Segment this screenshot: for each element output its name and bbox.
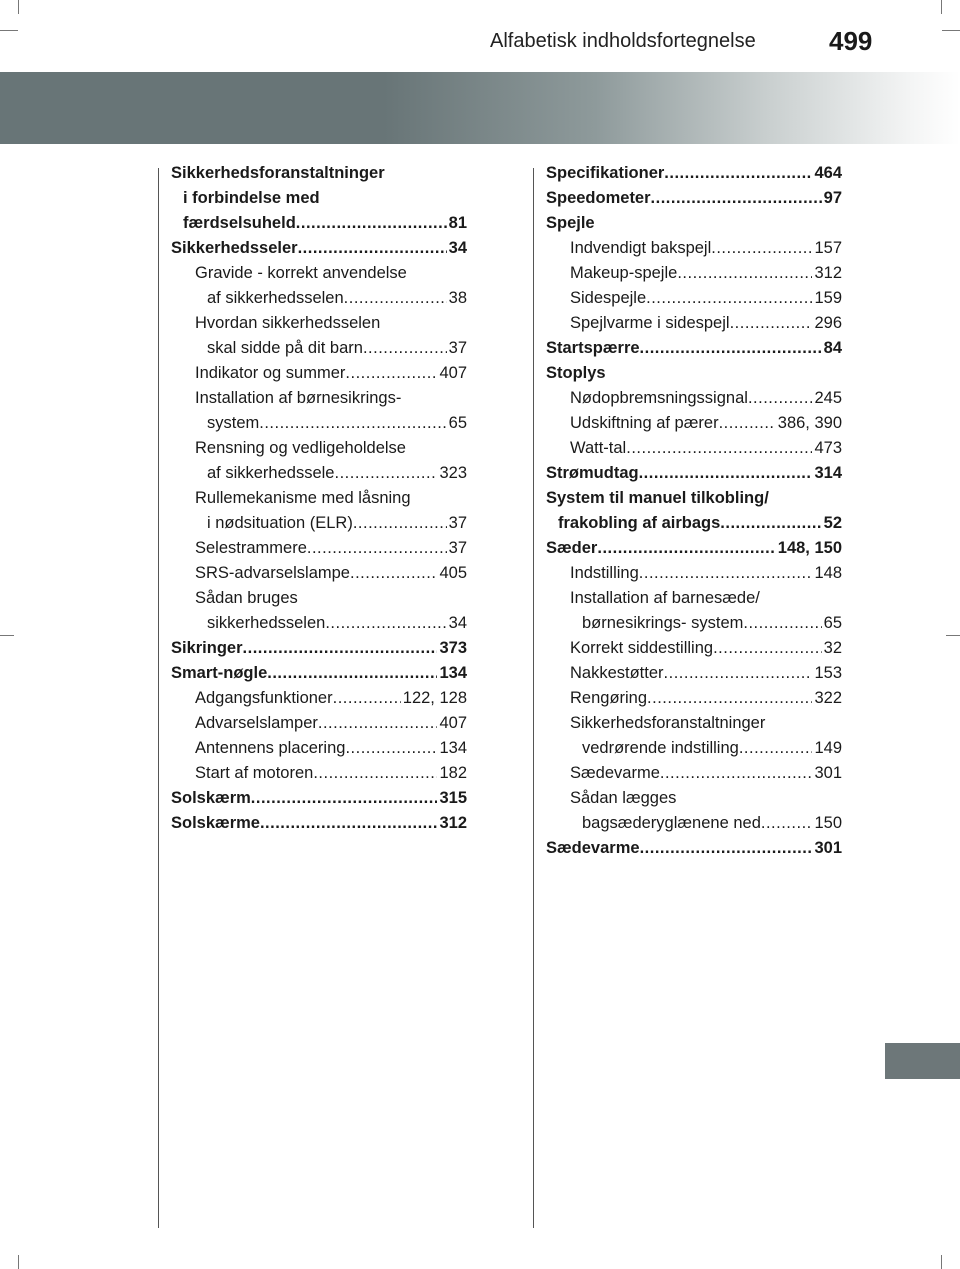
index-subentry xyxy=(546,261,842,286)
page-reference: 312 xyxy=(439,814,467,832)
page-reference: 148 xyxy=(814,564,842,582)
entry-text: Indstilling xyxy=(570,564,639,582)
entry-text: Rensning og vedligeholdelse xyxy=(195,439,406,457)
page-reference: 314 xyxy=(814,464,842,482)
leader-dots xyxy=(730,311,813,336)
index-entry xyxy=(171,786,467,811)
entry-text: færdselsuheld xyxy=(183,214,296,232)
leader-dots xyxy=(711,236,812,261)
index-entry xyxy=(171,811,467,836)
leader-dots xyxy=(345,361,437,386)
leader-dots xyxy=(647,686,812,711)
entry-text: Specifikationer xyxy=(546,164,665,182)
index-subentry xyxy=(546,436,842,461)
index-column-right xyxy=(546,161,842,861)
leader-dots xyxy=(720,511,821,536)
leader-dots xyxy=(267,661,437,686)
entry-text: system xyxy=(207,414,260,432)
crop-mark xyxy=(942,30,960,31)
leader-dots xyxy=(353,511,447,536)
index-subentry xyxy=(546,286,842,311)
leader-dots xyxy=(307,536,447,561)
page-reference: 296 xyxy=(814,314,842,332)
leader-dots xyxy=(639,461,813,486)
page-reference: 405 xyxy=(439,564,467,582)
entry-text: Watt-tal xyxy=(570,439,627,457)
page-reference: 149 xyxy=(814,739,842,757)
leader-dots xyxy=(334,461,437,486)
entry-text: af sikkerhedsselen xyxy=(207,289,344,307)
page-reference: 322 xyxy=(814,689,842,707)
section-title: Alfabetisk indholdsfortegnelse xyxy=(490,30,756,52)
leader-dots xyxy=(713,636,822,661)
entry-text: Sikkerhedsforanstaltninger xyxy=(570,714,766,732)
crop-mark xyxy=(0,30,18,31)
index-entry xyxy=(171,636,467,661)
index-subentry xyxy=(546,411,842,436)
column-rule-left xyxy=(158,168,159,1228)
page-reference: 34 xyxy=(448,239,467,257)
column-rule-right xyxy=(533,168,534,1228)
page-reference: 473 xyxy=(814,439,842,457)
entry-text: Installation af børnesikrings- xyxy=(195,389,402,407)
leader-dots xyxy=(651,186,822,211)
page-reference: 312 xyxy=(814,264,842,282)
entry-text: Stoplys xyxy=(546,364,606,382)
index-subentry xyxy=(171,436,467,486)
index-subentry xyxy=(546,561,842,586)
page-reference: 34 xyxy=(448,614,467,632)
entry-text: i forbindelse med xyxy=(183,189,320,207)
index-entry xyxy=(546,211,842,236)
leader-dots xyxy=(743,611,821,636)
entry-text: Sæder xyxy=(546,539,598,557)
entry-text: Rengøring xyxy=(570,689,648,707)
entry-text: børnesikrings- system xyxy=(582,614,744,632)
entry-text: vedrørende indstilling xyxy=(582,739,739,757)
leader-dots xyxy=(719,411,776,436)
page-reference: 159 xyxy=(814,289,842,307)
leader-dots xyxy=(761,811,813,836)
page-reference: 37 xyxy=(448,339,467,357)
page-reference: 148, 150 xyxy=(777,539,842,557)
page-reference: 407 xyxy=(439,364,467,382)
entry-text: Nakkestøtter xyxy=(570,664,664,682)
index-subentry xyxy=(171,711,467,736)
entry-text: Spejlvarme i sidespejl xyxy=(570,314,730,332)
entry-text: Solskærme xyxy=(171,814,260,832)
entry-text: Makeup-spejle xyxy=(570,264,678,282)
crop-mark xyxy=(18,1255,19,1269)
page-reference: 37 xyxy=(448,514,467,532)
leader-dots xyxy=(345,736,437,761)
index-subentry xyxy=(546,711,842,761)
leader-dots xyxy=(664,161,812,186)
index-subentry xyxy=(171,761,467,786)
leader-dots xyxy=(363,336,447,361)
page-reference: 464 xyxy=(814,164,842,182)
page-reference: 150 xyxy=(814,814,842,832)
leader-dots xyxy=(298,236,447,261)
entry-text: Sådan lægges xyxy=(570,789,677,807)
leader-dots xyxy=(251,786,438,811)
page-reference: 373 xyxy=(439,639,467,657)
leader-dots xyxy=(313,761,437,786)
index-entry xyxy=(546,461,842,486)
page-reference: 84 xyxy=(823,339,842,357)
index-subentry xyxy=(546,311,842,336)
index-subentry xyxy=(546,636,842,661)
entry-text: Sædevarme xyxy=(546,839,640,857)
page-reference: 323 xyxy=(439,464,467,482)
entry-text: sikkerhedsselen xyxy=(207,614,326,632)
entry-text: Rullemekanisme med låsning xyxy=(195,489,411,507)
entry-text: Sikringer xyxy=(171,639,243,657)
leader-dots xyxy=(677,261,812,286)
page-reference: 32 xyxy=(823,639,842,657)
index-entry xyxy=(546,161,842,186)
header-banner xyxy=(0,72,960,144)
page-reference: 97 xyxy=(823,189,842,207)
entry-text: System til manuel tilkobling/ xyxy=(546,489,769,507)
leader-dots xyxy=(344,286,447,311)
page-reference: 81 xyxy=(448,214,467,232)
leader-dots xyxy=(296,211,447,236)
leader-dots xyxy=(660,761,813,786)
entry-text: Indikator og summer xyxy=(195,364,346,382)
page-number: 499 xyxy=(829,26,873,56)
entry-text: Selestrammere xyxy=(195,539,307,557)
leader-dots xyxy=(640,336,822,361)
index-subentry xyxy=(171,536,467,561)
entry-text: frakobling af airbags xyxy=(558,514,721,532)
page-reference: 52 xyxy=(823,514,842,532)
entry-text: Startspærre xyxy=(546,339,640,357)
index-subentry xyxy=(171,586,467,636)
page-reference: 37 xyxy=(448,539,467,557)
index-subentry xyxy=(171,261,467,311)
entry-text: Spejle xyxy=(546,214,595,232)
index-subentry xyxy=(546,661,842,686)
chapter-tab xyxy=(885,1043,960,1079)
index-subentry xyxy=(171,311,467,361)
page-reference: 38 xyxy=(448,289,467,307)
page-reference: 122, 128 xyxy=(402,689,467,707)
leader-dots xyxy=(333,686,401,711)
index-subentry xyxy=(546,686,842,711)
index-subentry xyxy=(171,561,467,586)
index-subentry xyxy=(171,386,467,436)
index-subentry xyxy=(171,736,467,761)
entry-text: Korrekt siddestilling xyxy=(570,639,714,657)
page-reference: 182 xyxy=(439,764,467,782)
entry-text: Sådan bruges xyxy=(195,589,298,607)
index-entry xyxy=(171,161,467,236)
entry-text: Antennens placering xyxy=(195,739,346,757)
leader-dots xyxy=(243,636,438,661)
leader-dots xyxy=(748,386,813,411)
entry-text: Udskiftning af pærer xyxy=(570,414,719,432)
entry-text: Indvendigt bakspejl xyxy=(570,239,712,257)
index-entry xyxy=(546,486,842,536)
leader-dots xyxy=(646,286,812,311)
leader-dots xyxy=(739,736,813,761)
leader-dots xyxy=(664,661,813,686)
entry-text: Start af motoren xyxy=(195,764,314,782)
entry-text: i nødsituation (ELR) xyxy=(207,514,353,532)
index-entry xyxy=(546,361,842,386)
crop-mark xyxy=(0,635,14,636)
page-reference: 65 xyxy=(823,614,842,632)
crop-mark xyxy=(946,635,960,636)
index-subentry xyxy=(546,786,842,836)
entry-text: Hvordan sikkerhedsselen xyxy=(195,314,381,332)
page-reference: 315 xyxy=(439,789,467,807)
page-reference: 134 xyxy=(439,664,467,682)
index-column-left xyxy=(171,161,467,836)
crop-mark xyxy=(941,1255,942,1269)
index-entry xyxy=(171,661,467,686)
index-subentry xyxy=(546,386,842,411)
leader-dots xyxy=(350,561,437,586)
leader-dots xyxy=(318,711,438,736)
index-subentry xyxy=(171,361,467,386)
page-reference: 301 xyxy=(814,839,842,857)
page-reference: 245 xyxy=(814,389,842,407)
page-reference: 134 xyxy=(439,739,467,757)
index-entry xyxy=(546,336,842,361)
page-reference: 65 xyxy=(448,414,467,432)
leader-dots xyxy=(640,836,813,861)
entry-text: Sikkerhedsforanstaltninger xyxy=(171,164,385,182)
leader-dots xyxy=(259,411,446,436)
entry-text: Advarselslamper xyxy=(195,714,318,732)
entry-text: Sidespejle xyxy=(570,289,647,307)
leader-dots xyxy=(597,536,775,561)
index-subentry xyxy=(171,486,467,536)
entry-text: Sikkerhedsseler xyxy=(171,239,298,257)
entry-text: Smart-nøgle xyxy=(171,664,268,682)
page-reference: 157 xyxy=(814,239,842,257)
entry-text: Nødopbremsningssignal xyxy=(570,389,748,407)
entry-text: skal sidde på dit barn xyxy=(207,339,363,357)
index-entry xyxy=(546,836,842,861)
entry-text: af sikkerhedssele xyxy=(207,464,335,482)
index-entry xyxy=(546,186,842,211)
page-reference: 386, 390 xyxy=(777,414,842,432)
index-entry xyxy=(171,236,467,261)
index-subentry xyxy=(546,761,842,786)
entry-text: Speedometer xyxy=(546,189,651,207)
entry-text: SRS-advarselslampe xyxy=(195,564,350,582)
leader-dots xyxy=(260,811,438,836)
entry-text: Solskærm xyxy=(171,789,251,807)
leader-dots xyxy=(639,561,813,586)
leader-dots xyxy=(325,611,446,636)
entry-text: Adgangsfunktioner xyxy=(195,689,333,707)
page-reference: 301 xyxy=(814,764,842,782)
page-reference: 407 xyxy=(439,714,467,732)
index-subentry xyxy=(546,586,842,636)
leader-dots xyxy=(626,436,812,461)
crop-mark xyxy=(18,0,19,14)
page-reference: 153 xyxy=(814,664,842,682)
index-subentry xyxy=(546,236,842,261)
crop-mark xyxy=(941,0,942,14)
entry-text: Sædevarme xyxy=(570,764,660,782)
index-entry xyxy=(546,536,842,561)
index-subentry xyxy=(171,686,467,711)
entry-text: Strømudtag xyxy=(546,464,639,482)
entry-text: Gravide - korrekt anvendelse xyxy=(195,264,407,282)
entry-text: bagsæderyglænene ned xyxy=(582,814,761,832)
entry-text: Installation af barnesæde/ xyxy=(570,589,760,607)
